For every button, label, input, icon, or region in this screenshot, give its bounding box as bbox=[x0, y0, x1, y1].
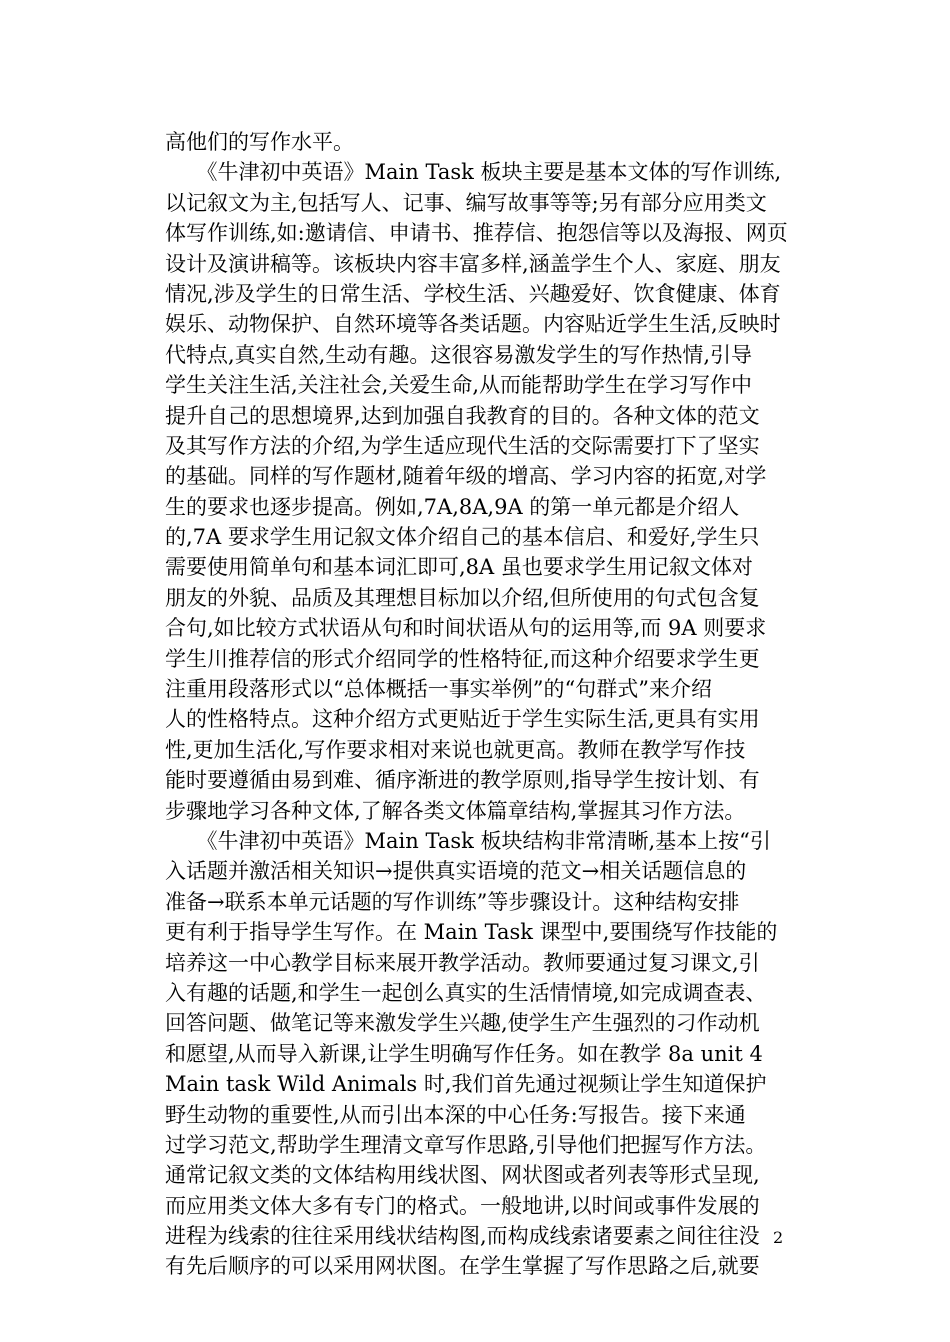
text-line: 的基础。同样的写作题材,随着年级的增高、学习内容的拓宽,对学 bbox=[165, 464, 767, 489]
text-line: 情况,涉及学生的日常生活、学校生活、兴趣爱好、饮食健康、体育 bbox=[165, 281, 781, 306]
text-line: 步骤地学习各种文体,了解各类文体篇章结构,掌握其习作方法。 bbox=[165, 798, 746, 823]
text-line: 能时要遵循由易到难、循序渐进的教学原则,指导学生按计划、有 bbox=[165, 768, 760, 793]
text-line: 《牛津初中英语》Main Task 板块主要是基本文体的写作训练, bbox=[165, 160, 782, 185]
text-line: 通常记叙文类的文体结构用线状图、网状图或者列表等形式呈现, bbox=[165, 1163, 760, 1188]
text-line: 入有趣的话题,和学生一起创么真实的生活情情境,如完成调查表、 bbox=[165, 980, 767, 1005]
text-line: 的,7A 要求学生用记叙文体介绍自己的基本信启、和爱好,学生只 bbox=[165, 525, 760, 550]
page-number: 2 bbox=[773, 1228, 784, 1247]
text-line: 入话题并激活相关知识→提供真实语境的范文→相关话题信息的 bbox=[165, 859, 747, 884]
text-line: 以记叙文为主,包括写人、记事、编写故事等等;另有部分应用类文 bbox=[165, 190, 767, 215]
text-line: 培养这一中心教学目标来展开教学活动。教师要通过复习课文,引 bbox=[165, 950, 760, 975]
text-line: 性,更加生活化,写作要求相对来说也就更高。教师在教学写作技 bbox=[165, 737, 746, 762]
text-line: 更有利于指导学生写作。在 Main Task 课型中,要围绕写作技能的 bbox=[165, 920, 778, 945]
text-line: 而应用类文体大多有专门的格式。一般地讲,以时间或事件发展的 bbox=[165, 1193, 760, 1218]
text-line: 回答问题、做笔记等来激发学生兴趣,使学生产生强烈的刁作动机 bbox=[165, 1011, 760, 1036]
text-line: 体写作训练,如:邀请信、申请书、推荐信、抱怨信等以及海报、网页 bbox=[165, 221, 788, 246]
text-line: 合句,如比较方式状语从句和时间状语从句的运用等,而 9A 则要求 bbox=[165, 616, 767, 641]
text-line: 需要使用简单句和基本词汇即可,8A 虽也要求学生用记叙文体对 bbox=[165, 555, 753, 580]
text-line: 过学习范文,帮助学生理清文章写作思路,引导他们把握写作方法。 bbox=[165, 1132, 767, 1157]
text-line: 学生关注生活,关注社会,关爱生命,从而能帮助学生在学习写作中 bbox=[165, 373, 753, 398]
text-line: 娱乐、动物保护、自然环境等各类话题。内容贴近学生生活,反映时 bbox=[165, 312, 781, 337]
text-line: 生的要求也逐步提高。例如,7A,8A,9A 的第一单元都是介绍人 bbox=[165, 494, 740, 519]
text-line: 《牛津初中英语》Main Task 板块结构非常清晰,基本上按“引 bbox=[165, 828, 771, 853]
text-line: 代特点,真实自然,生动有趣。这很容易激发学生的写作热情,引导 bbox=[165, 342, 753, 367]
text-line: 及其写作方法的介绍,为学生适应现代生活的交际需要打下了坚实 bbox=[165, 433, 760, 458]
body-text bbox=[165, 127, 795, 1282]
text-line: Main task Wild Animals 时,我们首先通过视频让学生知道保护 bbox=[165, 1072, 767, 1097]
text-line: 注重用段落形式以“总体概括一事实举例”的“句群式”来介绍 bbox=[165, 677, 712, 702]
text-line: 有先后顺序的可以采用网状图。在学生掌握了写作思路之后,就要 bbox=[165, 1254, 760, 1279]
text-line: 野生动物的重要性,从而引出本深的中心任务:写报告。接下来通 bbox=[165, 1102, 746, 1127]
text-line: 准备→联系本单元话题的写作训练”等步骤设计。这种结构安排 bbox=[165, 889, 740, 914]
text-line: 学生川推荐信的形式介绍同学的性格特征,而这种介绍要求学生更 bbox=[165, 646, 760, 671]
text-line: 设计及演讲稿等。该板块内容丰富多样,涵盖学生个人、家庭、朋友 bbox=[165, 251, 781, 276]
text-line: 人的性格特点。这种介绍方式更贴近于学生实际生活,更具有实用 bbox=[165, 707, 760, 732]
text-line: 朋友的外貌、品质及其理想目标加以介绍,但所使用的句式包含复 bbox=[165, 585, 760, 610]
text-line: 提升自己的思想境界,达到加强自我教育的目的。各种文体的范文 bbox=[165, 403, 760, 428]
text-line: 和愿望,从而导入新课,让学生明确写作任务。如在教学 8a unit 4 bbox=[165, 1041, 763, 1066]
text-line: 进程为线索的往往采用线状结构图,而构成线索诸要素之间往往没 bbox=[165, 1224, 760, 1249]
text-line: 高他们的写作水平。 bbox=[165, 130, 354, 154]
